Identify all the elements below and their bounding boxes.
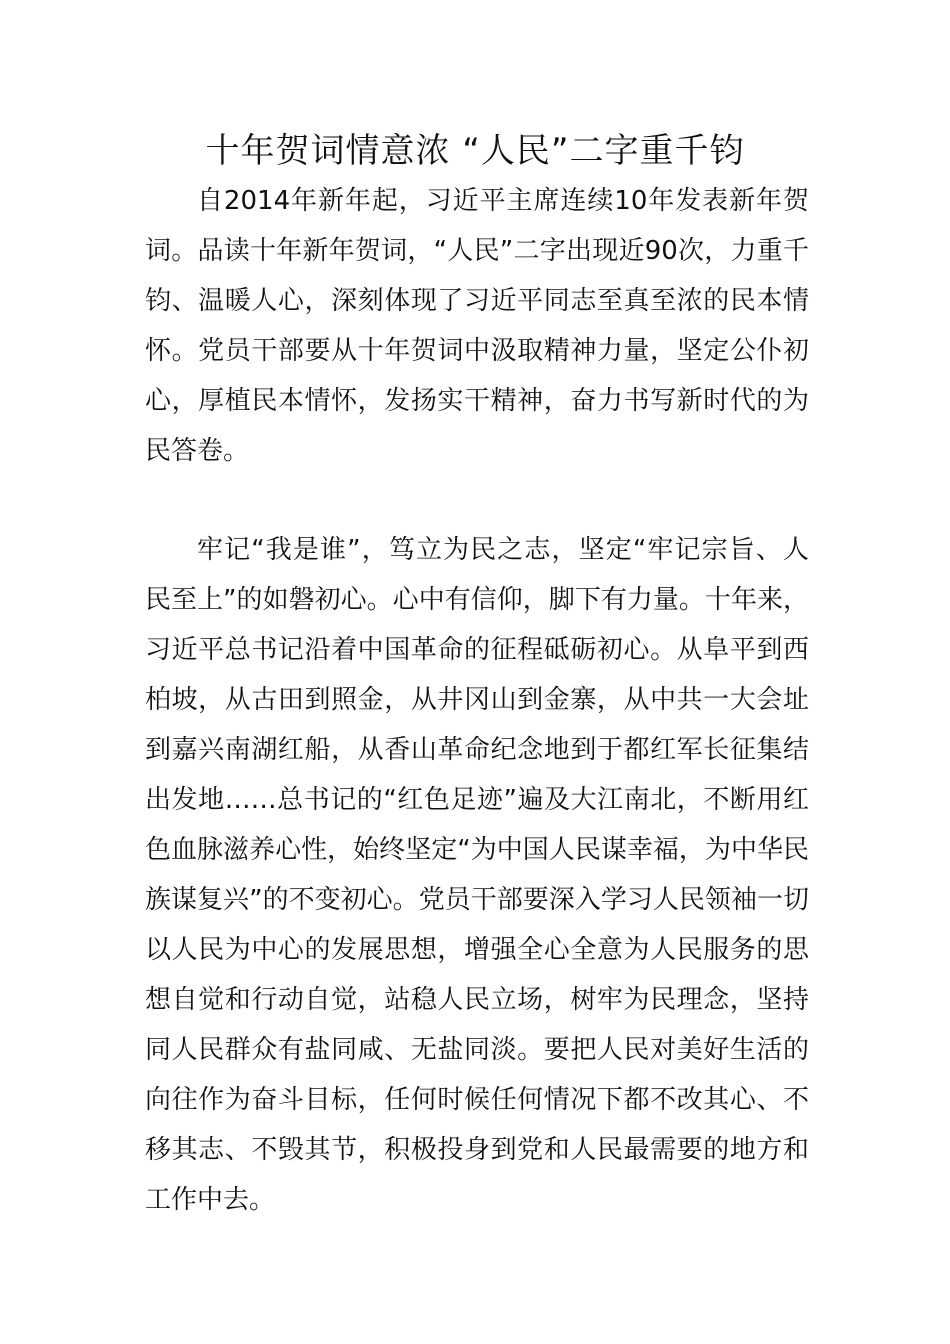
paragraph-remember-who-i-am: 牢记“我是谁”，笃立为民之志，坚定“牢记宗旨、人民至上”的如磐初心。心中有信仰，脚下有力量。十年来，习近平总书记沿着中国革命的征程砥砺初心。从阜平到西柏坡，从古田到照金，从井冈山到金寨，从中共一大会址到嘉兴南湖红船，从香山革命纪念地到于都红军长征集结出发地……总书记的“红色足迹”遍及大江南北，不断用红色血脉滋养心性，始终坚定“为中国人民谋幸福，为中华民族谋复兴”的不变初心。党员干部要深入学习人民领袖一切以人民为中心的发展思想，增强全心全意为人民服务的思想自觉和行动自觉，站稳人民立场，树牢为民理念，坚持同人民群众有盐同咸、无盐同淡。要把人民对美好生活的向往作为奋斗目标，任何时候任何情况下都不改其心、不移其志、不毁其节，积极投身到党和人民最需要的地方和工作中去。 [145,535,809,1215]
document-title: 十年贺词情意浓 “人民”二字重千钧 [205,131,745,171]
paragraph-intro: 自2014年新年起，习近平主席连续10年发表新年贺词。品读十年新年贺词，“人民”二字出现近90次，力重千钧、温暖人心，深刻体现了习近平同志至真至浓的民本情怀。党员干部要从十年贺词中汲取精神力量，坚定公仆初心，厚植民本情怀，发扬实干精神，奋力书写新时代的为民答卷。 [145,186,809,466]
